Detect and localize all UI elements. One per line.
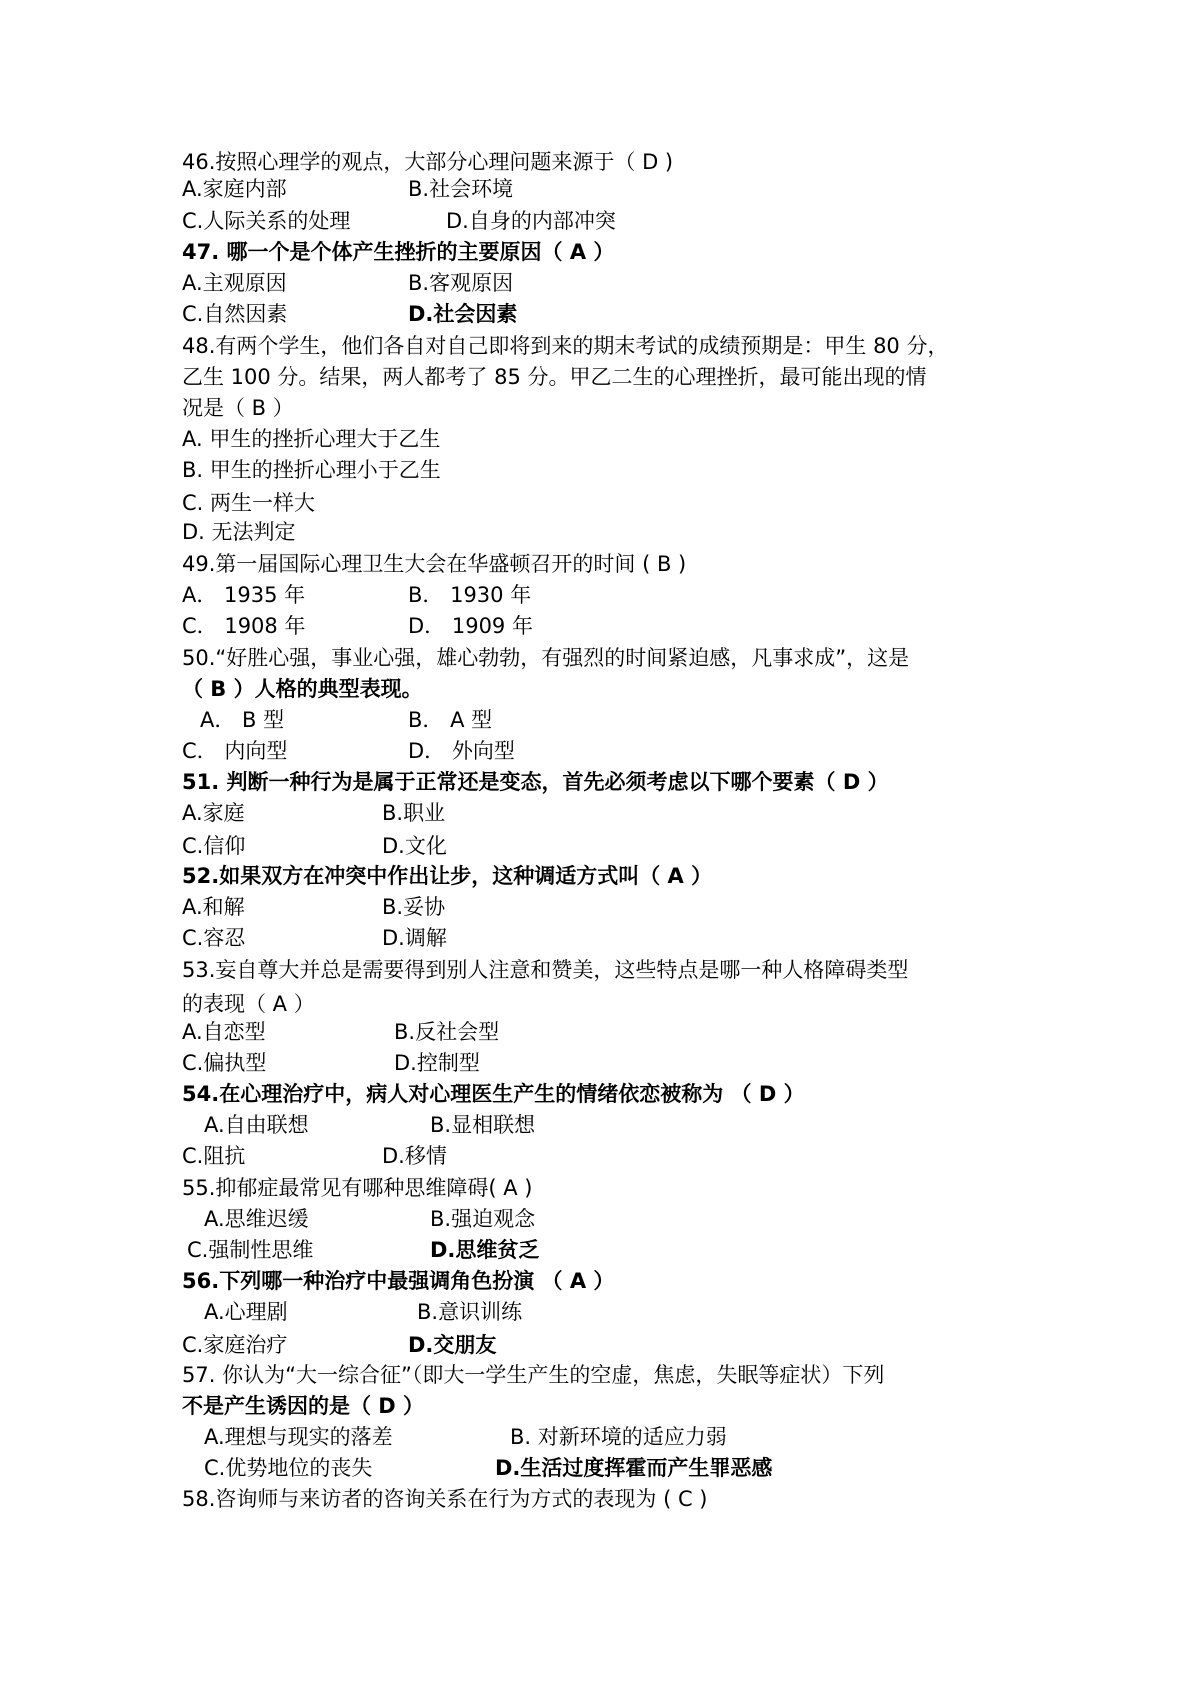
option-a: A.家庭 <box>182 801 245 825</box>
question-48-line3: 况是（ B ） <box>182 396 294 420</box>
option-c: C.阻抗 <box>182 1144 246 1168</box>
option-d: D.调解 <box>382 926 447 950</box>
question-52: 52.如果双方在冲突中作出让步，这种调适方式叫（ A ） <box>182 864 713 888</box>
option-c: C.自然因素 <box>182 302 288 326</box>
question-46: 46.按照心理学的观点，大部分心理问题来源于（ D ) <box>182 150 674 174</box>
question-47: 47. 哪一个是个体产生挫折的主要原因（ A ） <box>182 240 615 264</box>
option-48-a: A. 甲生的挫折心理大于乙生 <box>182 427 441 451</box>
question-58: 58.咨询师与来访者的咨询关系在行为方式的表现为 ( C ) <box>182 1487 708 1511</box>
option-a: A.心理剧 <box>204 1300 288 1324</box>
question-54: 54.在心理治疗中，病人对心理医生产生的情绪依恋被称为 （ D ） <box>182 1082 805 1106</box>
option-a: A.理想与现实的落差 <box>204 1425 393 1449</box>
question-48-line2: 乙生 100 分。结果，两人都考了 85 分。甲乙二生的心理挫折，最可能出现的情 <box>182 365 927 389</box>
option-d: D.自身的内部冲突 <box>446 209 616 233</box>
option-c: C． 1908 年 <box>182 614 306 638</box>
option-b: B． 1930 年 <box>408 583 532 607</box>
option-d: D.思维贫乏 <box>430 1238 540 1262</box>
option-c: C.偏执型 <box>182 1051 267 1075</box>
option-a: A.和解 <box>182 895 245 919</box>
option-b: B.显相联想 <box>430 1113 536 1137</box>
option-b: B.社会环境 <box>408 177 514 201</box>
option-a: A． B 型 <box>200 708 285 732</box>
question-50-line1: 50.“好胜心强，事业心强，雄心勃勃，有强烈的时间紧迫感，凡事求成”，这是 <box>182 646 910 670</box>
option-b: B.反社会型 <box>394 1020 500 1044</box>
question-53-line2: 的表现（ A ） <box>182 992 315 1016</box>
option-c: C.信仰 <box>182 834 246 858</box>
option-c: C.人际关系的处理 <box>182 209 351 233</box>
option-c: C.优势地位的丧失 <box>204 1456 373 1480</box>
option-a: A.自由联想 <box>204 1113 309 1137</box>
question-53-line1: 53.妄自尊大并总是需要得到别人注意和赞美，这些特点是哪一种人格障碍类型 <box>182 958 909 982</box>
option-a: A.家庭内部 <box>182 177 287 201</box>
option-b: B. 对新环境的适应力弱 <box>510 1425 727 1449</box>
option-48-b: B. 甲生的挫折心理小于乙生 <box>182 458 441 482</box>
option-d: D.生活过度挥霍而产生罪恶感 <box>495 1456 773 1480</box>
option-b: B． A 型 <box>408 708 493 732</box>
option-c: C.强制性思维 <box>187 1238 314 1262</box>
option-48-c: C. 两生一样大 <box>182 491 316 515</box>
option-a: A． 1935 年 <box>182 583 306 607</box>
option-a: A.自恋型 <box>182 1020 266 1044</box>
option-c: C． 内向型 <box>182 739 288 763</box>
option-d: D.文化 <box>382 834 447 858</box>
option-d: D.控制型 <box>394 1051 480 1075</box>
option-d: D． 1909 年 <box>408 614 533 638</box>
option-b: B.意识训练 <box>417 1300 523 1324</box>
question-57-line2: 不是产生诱因的是（ D ） <box>182 1394 425 1418</box>
question-48-line1: 48.有两个学生，他们各自对自己即将到来的期末考试的成绩预期是：甲生 80 分， <box>182 334 949 358</box>
option-b: B.客观原因 <box>408 271 514 295</box>
option-b: B.妥协 <box>382 895 446 919</box>
option-a: A.思维迟缓 <box>204 1207 309 1231</box>
option-c: C.家庭治疗 <box>182 1333 288 1357</box>
option-d: D.交朋友 <box>408 1333 497 1357</box>
question-56: 56.下列哪一种治疗中最强调角色扮演 （ A ） <box>182 1269 615 1293</box>
question-55: 55.抑郁症最常见有哪种思维障碍( A ) <box>182 1176 533 1200</box>
question-50-line2: （ B ）人格的典型表现。 <box>182 677 423 701</box>
option-d: D． 外向型 <box>408 739 515 763</box>
option-c: C.容忍 <box>182 926 246 950</box>
option-b: B.强迫观念 <box>430 1207 536 1231</box>
option-b: B.职业 <box>382 801 446 825</box>
question-57-line1: 57. 你认为“大一综合征”（即大一学生产生的空虚，焦虑，失眠等症状）下列 <box>182 1363 885 1387</box>
question-51: 51. 判断一种行为是属于正常还是变态，首先必须考虑以下哪个要素（ D ） <box>182 770 889 794</box>
option-d: D.移情 <box>382 1144 447 1168</box>
question-49: 49.第一届国际心理卫生大会在华盛顿召开的时间 ( B ) <box>182 552 687 576</box>
option-d: D.社会因素 <box>408 302 518 326</box>
option-a: A.主观原因 <box>182 271 287 295</box>
option-48-d: D. 无法判定 <box>182 520 296 544</box>
